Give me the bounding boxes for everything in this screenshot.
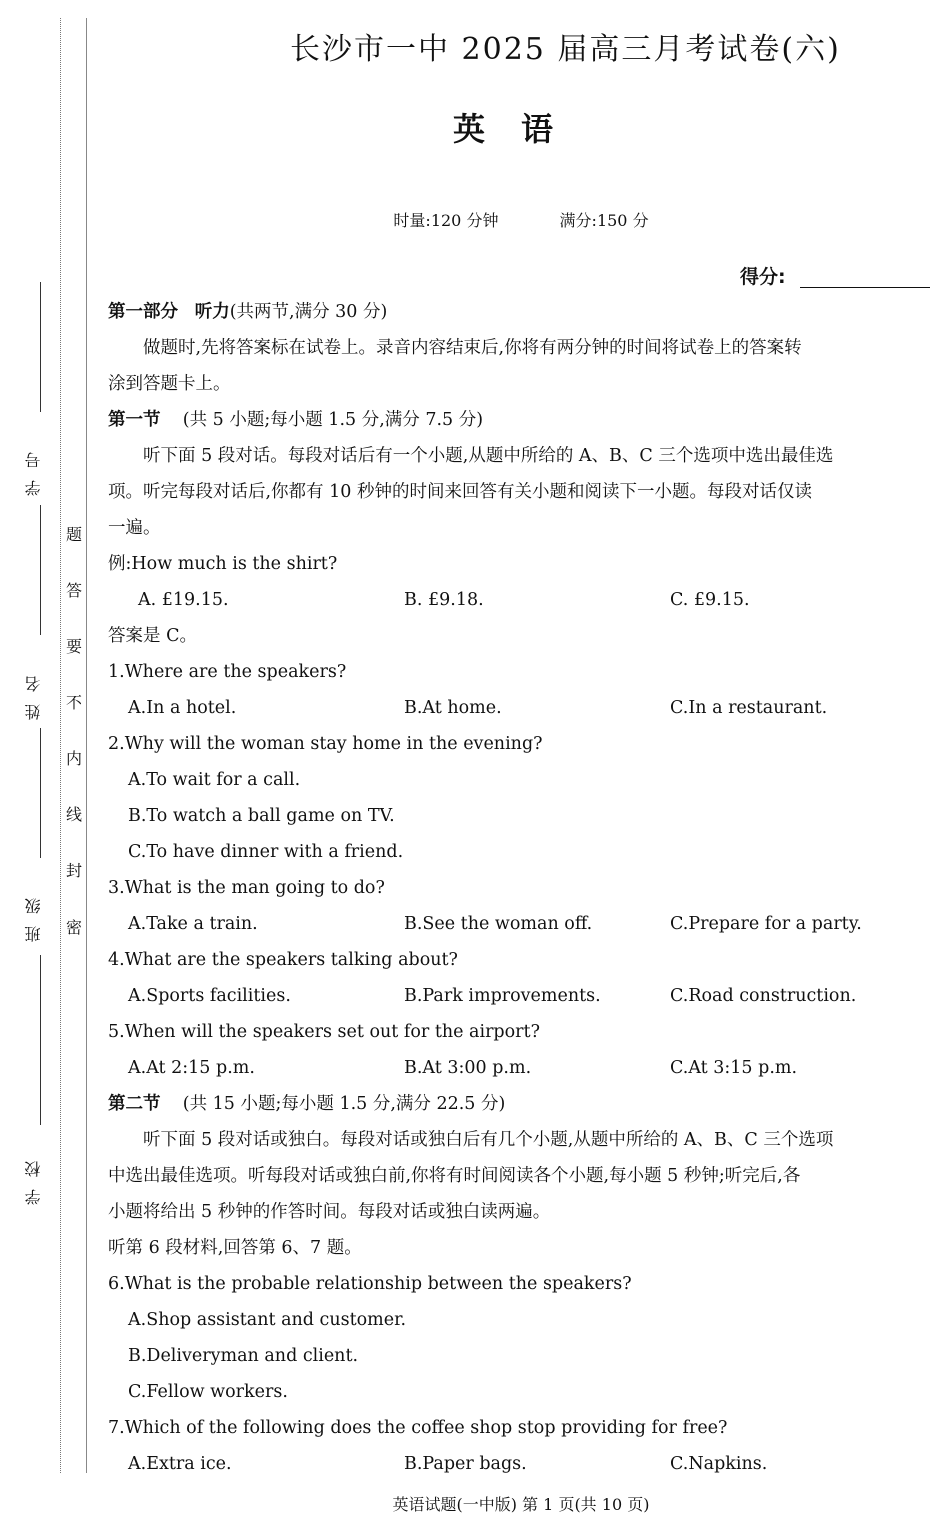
option-c: C. £9.15. — [670, 590, 750, 610]
question-1-options — [108, 696, 934, 732]
material-6-heading: 听第 6 段材料,回答第 6、7 题。 — [108, 1238, 362, 1258]
section2-instruction: 听下面 5 段对话或独白。每段对话或独白后有几个小题,从题中所给的 A、B、C 三个选项 — [143, 1130, 834, 1150]
score-blank — [800, 287, 930, 288]
part1-instruction-cont: 涂到答题卡上。 — [108, 374, 231, 394]
option-c: C.Napkins. — [670, 1454, 768, 1474]
margin-rule — [86, 18, 87, 1473]
option-b: B.At 3:00 p.m. — [404, 1058, 532, 1078]
question-4-options — [108, 984, 934, 1020]
section1-instruction-cont: 项。听完每段对话后,你都有 10 秒钟的时间来回答有关小题和阅读下一小题。每段对话仅读 — [108, 482, 812, 502]
subject-title: 英语 — [452, 110, 589, 148]
option-c: C.Fellow workers. — [128, 1382, 288, 1402]
option-a: A. £19.15. — [138, 590, 229, 610]
seal-char: 内 — [65, 749, 82, 768]
seal-char: 密 — [65, 918, 82, 937]
option-b: B.See the woman off. — [404, 914, 593, 934]
section2-instruction-end: 小题将给出 5 秒钟的作答时间。每段对话或独白读两遍。 — [108, 1202, 551, 1222]
option-a: A.Take a train. — [128, 914, 258, 934]
option-c: C.To have dinner with a friend. — [128, 842, 404, 862]
dotted-seal-line — [60, 18, 61, 1473]
class-line — [40, 728, 41, 858]
option-c: C.Prepare for a party. — [670, 914, 862, 934]
option-b: B. £9.18. — [404, 590, 484, 610]
part1-heading: 第一部分 听力(共两节,满分 30 分) — [108, 302, 388, 322]
option-a: A.In a hotel. — [128, 698, 237, 718]
option-a: A.Sports facilities. — [128, 986, 291, 1006]
option-a: A.To wait for a call. — [128, 770, 301, 790]
question-3: 3.What is the man going to do? — [108, 878, 385, 898]
seal-char: 答 — [65, 581, 82, 600]
question-7-options — [108, 1452, 934, 1488]
seal-char: 封 — [65, 861, 82, 880]
question-2: 2.Why will the woman stay home in the evening? — [108, 734, 543, 754]
question-5: 5.When will the speakers set out for the airport? — [108, 1022, 540, 1042]
part1-instruction: 做题时,先将答案标在试卷上。录音内容结束后,你将有两分钟的时间将试卷上的答案转 — [143, 338, 802, 358]
student-id-line — [40, 282, 41, 412]
student-id-label: 学号 — [24, 440, 43, 496]
binding-margin — [0, 0, 95, 1532]
seal-char: 不 — [65, 693, 82, 712]
question-5-options — [108, 1056, 934, 1092]
option-b: B.Park improvements. — [404, 986, 601, 1006]
seal-char: 题 — [65, 525, 82, 544]
seal-char: 要 — [65, 637, 82, 656]
option-b: B.To watch a ball game on TV. — [128, 806, 395, 826]
question-1: 1.Where are the speakers? — [108, 662, 347, 682]
option-a: A.Shop assistant and customer. — [128, 1310, 407, 1330]
option-a: A.Extra ice. — [128, 1454, 232, 1474]
example-question: 例:How much is the shirt? — [108, 554, 338, 574]
question-4: 4.What are the speakers talking about? — [108, 950, 458, 970]
school-label: 学校 — [24, 1149, 43, 1205]
section1-heading: 第一节 (共 5 小题;每小题 1.5 分,满分 7.5 分) — [108, 410, 484, 430]
page-footer: 英语试题(一中版) 第 1 页(共 10 页) — [392, 1495, 650, 1514]
exam-title: 长沙市一中 2025 届高三月考试卷(六) — [290, 32, 841, 67]
exam-body — [108, 300, 934, 1488]
option-c: C.In a restaurant. — [670, 698, 828, 718]
section2-instruction-cont: 中选出最佳选项。听每段对话或独白前,你将有时间阅读各个小题,每小题 5 秒钟;听完后,各 — [108, 1166, 801, 1186]
section1-instruction-end: 一遍。 — [108, 518, 161, 538]
option-a: A.At 2:15 p.m. — [128, 1058, 255, 1078]
option-c: C.At 3:15 p.m. — [670, 1058, 798, 1078]
school-line — [40, 955, 41, 1125]
question-6: 6.What is the probable relationship between the speakers? — [108, 1274, 632, 1294]
example-answer: 答案是 C。 — [108, 626, 197, 646]
section1-instruction: 听下面 5 段对话。每段对话后有一个小题,从题中所给的 A、B、C 三个选项中选出最佳选 — [143, 446, 834, 466]
score-label: 得分: — [740, 266, 786, 288]
time-limit: 时量:120 分钟 — [393, 211, 499, 230]
class-label: 班级 — [24, 886, 43, 942]
seal-char: 线 — [65, 805, 82, 824]
option-b: B.At home. — [404, 698, 502, 718]
question-7: 7.Which of the following does the coffee shop stop providing for free? — [108, 1418, 728, 1438]
option-c: C.Road construction. — [670, 986, 857, 1006]
exam-info — [108, 208, 934, 231]
option-b: B.Paper bags. — [404, 1454, 527, 1474]
name-line — [40, 505, 41, 635]
example-options — [108, 588, 934, 624]
question-3-options — [108, 912, 934, 948]
option-b: B.Deliveryman and client. — [128, 1346, 359, 1366]
name-label: 姓名 — [24, 664, 43, 720]
section2-heading: 第二节 (共 15 小题;每小题 1.5 分,满分 22.5 分) — [108, 1094, 506, 1114]
full-score: 满分:150 分 — [559, 211, 649, 230]
